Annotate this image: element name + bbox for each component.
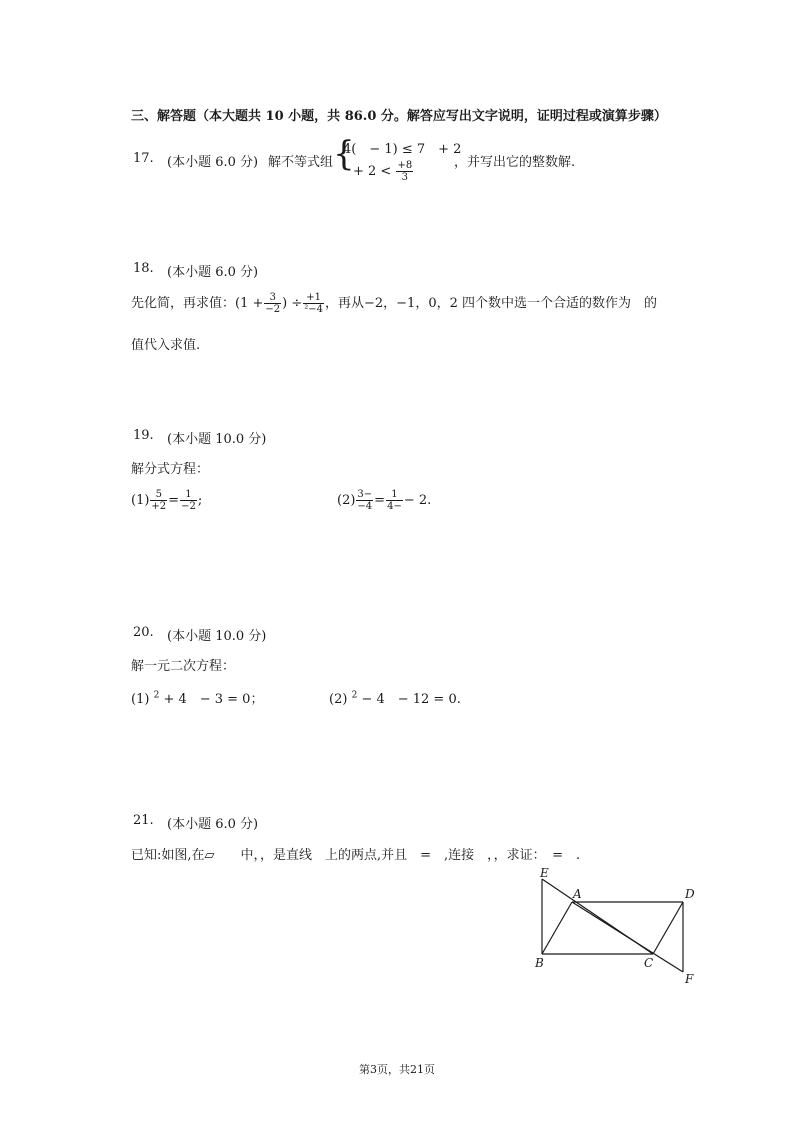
- q18-f1-num: 3: [264, 292, 281, 304]
- q21-number: 21.: [133, 813, 154, 828]
- segment-AF: [572, 902, 683, 972]
- q18-after: ，再从−2，−1，0，2 四个数中选一个合适的数作为 的: [325, 296, 658, 311]
- q19-p1-f2-den: −2: [181, 501, 196, 512]
- q17-frac-den: 3: [401, 172, 409, 183]
- segment-BA: [542, 902, 572, 954]
- q18-open: (1 +: [235, 296, 264, 311]
- q19-p1-frac1: [150, 489, 167, 512]
- q20-p2-sup: 2: [351, 690, 358, 701]
- point-label-C: C: [644, 956, 654, 970]
- q20-part1: [131, 688, 263, 707]
- q17-line2: [353, 160, 414, 183]
- q20-number: 20.: [133, 625, 154, 640]
- q20-p1-sup: 2: [153, 690, 160, 701]
- q19-p1-f1-den: +2: [151, 501, 167, 512]
- q17-after: ，并写出它的整数解.: [454, 155, 576, 170]
- q19-p1-frac2: [180, 489, 197, 512]
- section-tail: 分。解答应写出文字说明，证明过程或演算步骤）: [380, 109, 667, 124]
- section-score: 86.0: [344, 109, 377, 124]
- segment-DC: [653, 902, 683, 954]
- q17-frac-num: +8: [397, 160, 413, 171]
- q18-f2-num: +1: [303, 292, 324, 304]
- q19-p1-f2-num: 1: [180, 489, 197, 501]
- q18-f2-den: ²−4: [304, 304, 323, 315]
- section-count: 10: [265, 109, 284, 124]
- q20-p2-rest: − 4 − 12 = 0.: [361, 692, 461, 707]
- q17-fraction: [396, 160, 413, 183]
- q19-part2: [337, 489, 431, 512]
- point-label-E: E: [540, 866, 549, 880]
- q18-score: (本小题 6.0 分): [167, 265, 259, 280]
- q21-score: (本小题 6.0 分): [167, 817, 259, 832]
- q19-p2-label: (2): [337, 493, 356, 508]
- q18-line2: 值代入求值.: [131, 338, 201, 353]
- q17-line2-lhs: + 2 <: [353, 164, 392, 179]
- q19-p2-f2-num: 1: [386, 489, 403, 501]
- q18-fraction-1: [264, 292, 281, 315]
- q20-p1-rest: + 4 − 3 = 0；: [163, 692, 264, 707]
- q19-part1: [131, 489, 202, 512]
- q20-part2: [329, 688, 461, 707]
- section-title: 三、解答题（本大题共: [131, 109, 262, 124]
- q17-line1: 4( − 1) ≤ 7 + 2: [343, 142, 462, 157]
- q19-p2-end: − 2.: [403, 493, 432, 508]
- q18-fraction-2: [303, 292, 324, 315]
- q19-p1-end: ;: [197, 493, 203, 508]
- q17-number: 17.: [133, 151, 154, 166]
- section-mid: 小题，共: [288, 109, 341, 124]
- q17-text: 解不等式组: [268, 155, 334, 170]
- q19-score: (本小题 10.0 分): [167, 432, 267, 447]
- q18-expression: [131, 292, 657, 315]
- q19-p1-label: (1): [131, 493, 150, 508]
- q18-lead: 先化简，再求值：: [131, 296, 236, 311]
- section-heading: [131, 105, 667, 124]
- q21-text: 已知:如图,在▱ 中，，是直线 上的两点,并且 = ,连接 ，，求证： = .: [131, 848, 581, 863]
- q18-number: 18.: [133, 261, 154, 276]
- q19-p2-eq: =: [374, 493, 386, 508]
- point-label-A: A: [573, 887, 582, 901]
- q19-p1-eq: =: [168, 493, 180, 508]
- q19-p2-f2-den: 4−: [387, 501, 402, 512]
- q19-p1-f1-num: 5: [150, 489, 167, 501]
- q20-p2-label: (2): [329, 692, 348, 707]
- point-label-B: B: [535, 956, 544, 970]
- q17-score: (本小题 6.0 分): [167, 155, 259, 170]
- q18-mid: ) ÷: [282, 296, 303, 311]
- q19-p2-frac2: [386, 489, 403, 512]
- q20-p1-label: (1): [131, 692, 150, 707]
- q18-f1-den: −2: [265, 304, 281, 315]
- q19-p2-frac1: [356, 489, 373, 512]
- point-label-F: F: [685, 972, 694, 986]
- q17-brace: {: [333, 134, 355, 174]
- point-label-D: D: [685, 887, 695, 901]
- q20-task: 解一元二次方程：: [131, 659, 236, 674]
- q19-p2-f1-num: 3−: [357, 489, 373, 500]
- q21-figure: [530, 864, 705, 989]
- q20-score: (本小题 10.0 分): [167, 629, 267, 644]
- q19-task: 解分式方程：: [131, 462, 210, 477]
- q19-number: 19.: [133, 428, 154, 443]
- q19-p2-f1-den: −4: [357, 501, 373, 512]
- page-footer: 第3页，共21页: [359, 1063, 435, 1076]
